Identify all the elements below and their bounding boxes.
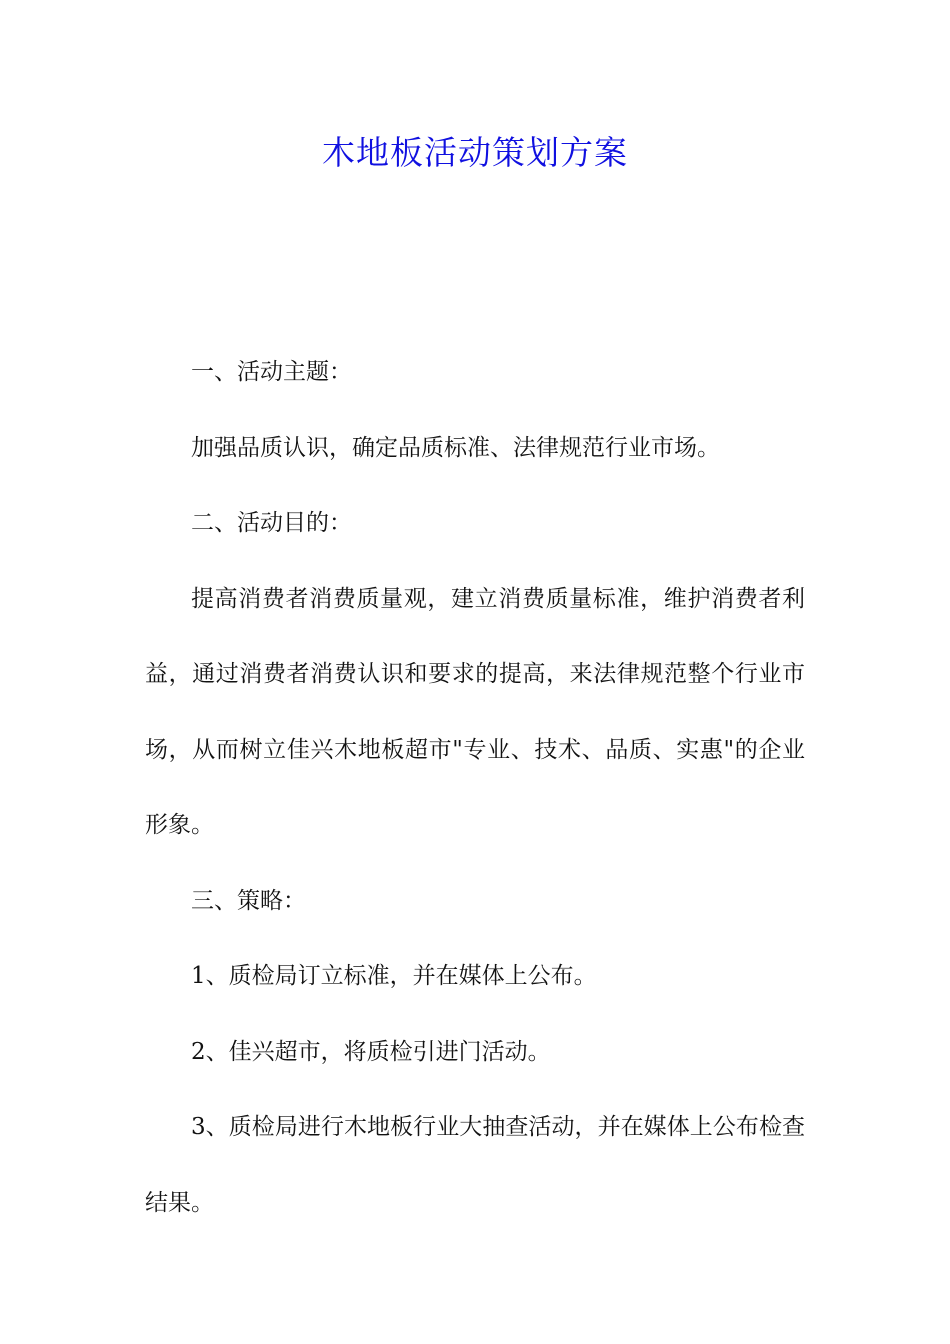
- heading-activity-theme: 一、活动主题：: [191, 359, 352, 385]
- strategy-item-2: 2、佳兴超市，将质检引进门活动。: [191, 1038, 551, 1065]
- heading-strategy: 三、策略：: [191, 887, 306, 914]
- document-title: 木地板活动策划方案: [322, 133, 628, 172]
- paragraph-activity-purpose: 提高消费者消费质量观，建立消费质量标准，维护消费者利益，通过消费者消费认识和要求的提高，来法律规范整个行业市场，从而树立佳兴木地板超市"专业、技术、品质、实惠"的企业形象。: [145, 585, 805, 838]
- paragraph-activity-theme: 加强品质认识，确定品质标准、法律规范行业市场。: [191, 434, 720, 461]
- document-body: [145, 335, 805, 1241]
- heading-activity-purpose: 二、活动目的：: [191, 510, 352, 536]
- strategy-item-3: 3、质检局进行木地板行业大抽查活动，并在媒体上公布检查结果。: [145, 1114, 805, 1216]
- strategy-item-1: 1、质检局订立标准，并在媒体上公布。: [191, 963, 597, 989]
